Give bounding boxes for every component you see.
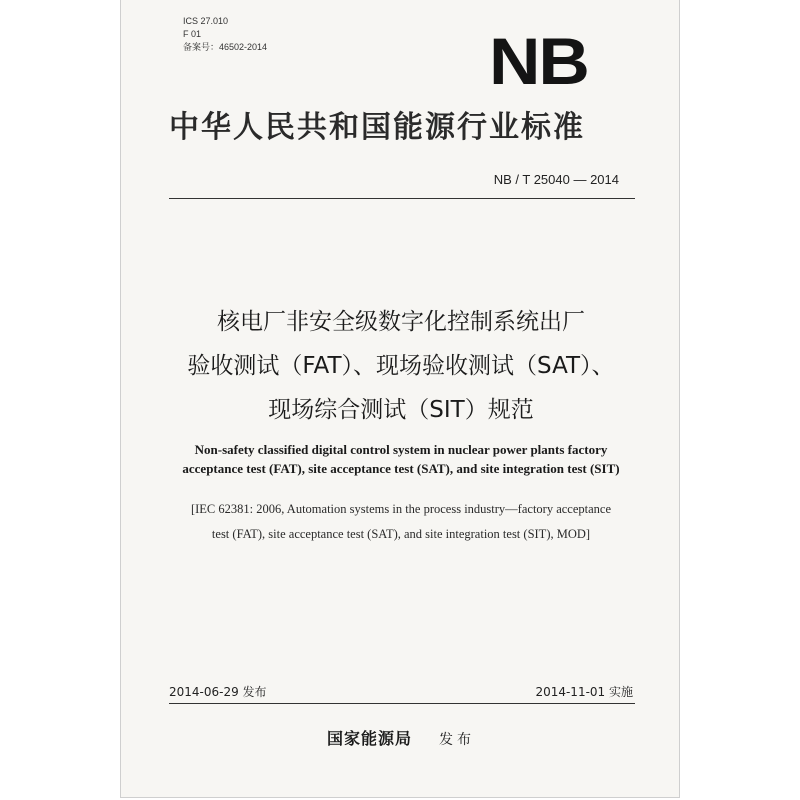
standard-number: NB / T 25040 — 2014 xyxy=(493,172,619,187)
bottom-divider xyxy=(169,703,635,704)
chinese-title xyxy=(121,300,681,432)
ics-code: ICS 27.010 xyxy=(183,16,229,26)
reference-line: [IEC 62381: 2006, Automation systems in the process industry—factory acceptance xyxy=(190,502,612,516)
implementation-date: 2014-11-01 实施 xyxy=(535,685,633,699)
chinese-title-line: 现场综合测试（SIT）规范 xyxy=(268,397,534,423)
english-title-line: Non-safety classified digital control system in nuclear power plants factory xyxy=(194,442,608,457)
issue-date: 2014-06-29 发布 xyxy=(169,685,267,699)
nb-logo: NB xyxy=(489,24,588,98)
english-title xyxy=(121,440,681,478)
top-divider xyxy=(169,198,635,199)
classification-block xyxy=(183,15,267,54)
issue-action: 发布 xyxy=(439,732,476,748)
english-title-line: acceptance test (FAT), site acceptance test (SAT), and site integration test (SIT) xyxy=(182,461,620,476)
issuer-line xyxy=(121,726,681,749)
issuing-organization: 国家能源局 xyxy=(326,729,412,748)
standard-cover-page xyxy=(120,0,680,798)
record-number: 备案号：46502-2014 xyxy=(183,42,268,52)
reference-line: test (FAT), site acceptance test (SAT), and site integration test (SIT), MOD] xyxy=(211,527,591,541)
chinese-title-line: 验收测试（FAT）、现场验收测试（SAT）、 xyxy=(187,353,615,379)
ccs-code: F 01 xyxy=(183,29,202,39)
chinese-title-line: 核电厂非安全级数字化控制系统出厂 xyxy=(217,309,585,335)
reference-standard xyxy=(121,497,681,547)
standard-class-title: 中华人民共和国能源行业标准 xyxy=(169,110,585,145)
